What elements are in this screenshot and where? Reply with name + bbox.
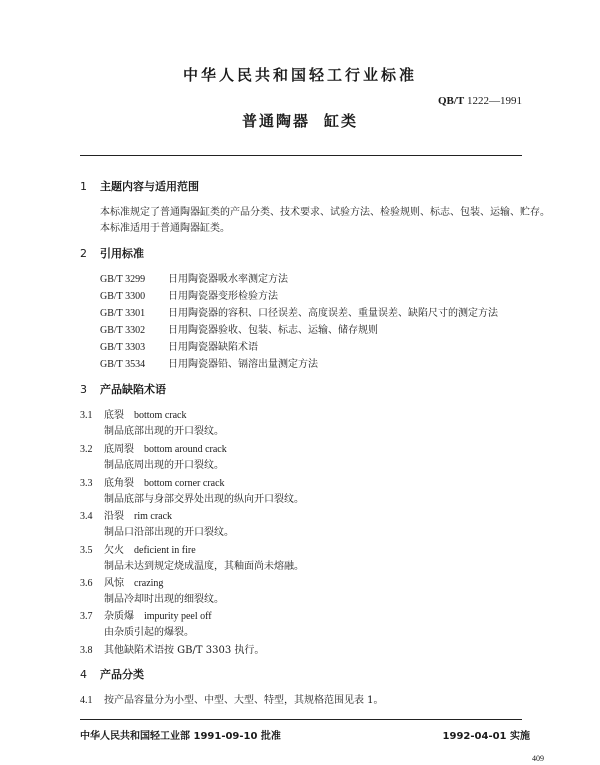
term-english: rim crack: [134, 511, 173, 522]
header-rule: [80, 155, 522, 156]
document-title: [0, 110, 600, 131]
term-english: crazing: [134, 578, 164, 589]
section-number: 4: [80, 668, 87, 681]
reference-code: GB/T 3301: [100, 308, 146, 319]
standard-number: [438, 95, 522, 107]
term-number: 3.6: [80, 578, 93, 589]
standard-code: QB/T: [437, 95, 465, 107]
standard-code-number: 1222—1991: [467, 95, 522, 107]
term-heading: [80, 607, 212, 622]
term-definition: 制品底部与身部交界处出现的纵向开口裂纹。: [104, 494, 304, 505]
section-title: 主题内容与适用范围: [100, 180, 199, 193]
reference-code: GB/T 3303: [100, 342, 146, 353]
section-4-heading: [80, 666, 144, 682]
term-english: bottom corner crack: [144, 478, 225, 489]
term-chinese: 风惊: [104, 578, 124, 589]
term-chinese: 沿裂: [104, 511, 124, 522]
reference-item: [100, 304, 498, 319]
section-number: 3: [80, 383, 87, 396]
reference-title: 日用陶瓷器验收、包装、标志、运输、储存规则: [168, 325, 378, 336]
term-definition: 制品冷却时出现的细裂纹。: [104, 594, 224, 605]
term-text: 其他缺陷术语按 GB/T 3303 执行。: [104, 645, 265, 656]
term-definition: 制品口沿部出现的开口裂纹。: [104, 527, 234, 538]
approval-line: 中华人民共和国轻工业部 1991-09-10 批准: [80, 731, 281, 742]
clause-number: 4.1: [80, 695, 93, 706]
reference-code: GB/T 3299: [100, 274, 146, 285]
section-number: 2: [80, 247, 87, 260]
term-chinese: 杂质爆: [104, 611, 134, 622]
reference-item: [100, 355, 318, 370]
page-number: 409: [532, 754, 544, 763]
section-number: 1: [80, 180, 87, 193]
standard-header: 中华人民共和国轻工行业标准: [182, 66, 417, 84]
reference-item: [100, 270, 288, 285]
reference-title: 日用陶瓷器变形检验方法: [168, 291, 278, 302]
reference-code: GB/T 3534: [100, 359, 146, 370]
reference-title: 日用陶瓷器铅、镉溶出量测定方法: [168, 359, 318, 370]
implementation-date: 1992-04-01 实施: [442, 731, 530, 742]
document-title-main: 普通陶器: [241, 112, 310, 130]
reference-item: [100, 338, 258, 353]
reference-code: GB/T 3302: [100, 325, 146, 336]
term-english: bottom crack: [134, 410, 187, 421]
term-heading: [80, 507, 172, 522]
section-title: 引用标准: [100, 247, 144, 260]
term-definition: 由杂质引起的爆裂。: [104, 627, 194, 638]
section-title: 产品缺陷术语: [100, 383, 166, 396]
term-definition: 制品底部出现的开口裂纹。: [104, 426, 224, 437]
term-heading: [80, 541, 196, 556]
term-chinese: 底裂: [104, 410, 124, 421]
term-number: 3.7: [80, 611, 93, 622]
term-english: bottom around crack: [144, 444, 227, 455]
section-3-heading: [80, 381, 166, 397]
reference-item: [100, 321, 378, 336]
section-title: 产品分类: [100, 668, 144, 681]
footer-rule: [80, 719, 522, 720]
term-number: 3.4: [80, 511, 93, 522]
term-heading: [80, 474, 225, 489]
term-heading: [80, 574, 163, 589]
term-3-8: [80, 641, 264, 656]
term-heading: [80, 440, 227, 455]
clause-4-1: [80, 691, 384, 706]
term-heading: [80, 406, 186, 421]
term-definition: 制品底周出现的开口裂纹。: [104, 460, 224, 471]
reference-title: 日用陶瓷器吸水率测定方法: [168, 274, 288, 285]
section-2-heading: [80, 245, 144, 261]
term-number: 3.5: [80, 545, 93, 556]
term-english: impurity peel off: [144, 611, 212, 622]
term-chinese: 底周裂: [104, 444, 134, 455]
term-chinese: 底角裂: [104, 478, 134, 489]
reference-title: 日用陶瓷器的容积、口径误差、高度误差、重量误差、缺陷尺寸的测定方法: [168, 308, 498, 319]
reference-title: 日用陶瓷器缺陷术语: [168, 342, 258, 353]
term-english: deficient in fire: [134, 545, 196, 556]
term-definition: 制品未达到规定烧成温度，其釉面尚未熔融。: [104, 561, 304, 572]
reference-code: GB/T 3300: [100, 291, 146, 302]
term-number: 3.8: [80, 645, 93, 656]
term-chinese: 欠火: [104, 545, 124, 556]
clause-text: 按产品容量分为小型、中型、大型、特型，其规格范围见表 1。: [104, 695, 384, 706]
section-1-paragraph-2: 本标准适用于普通陶器缸类。: [100, 223, 230, 234]
section-1-paragraph-1: 本标准规定了普通陶器缸类的产品分类、技术要求、试验方法、检验规则、标志、包装、运输、贮存。: [100, 207, 550, 218]
term-number: 3.1: [80, 410, 93, 421]
term-number: 3.2: [80, 444, 93, 455]
term-number: 3.3: [80, 478, 93, 489]
reference-item: [100, 287, 278, 302]
document-title-sub: 缸类: [324, 112, 359, 130]
section-1-heading: [80, 178, 199, 194]
